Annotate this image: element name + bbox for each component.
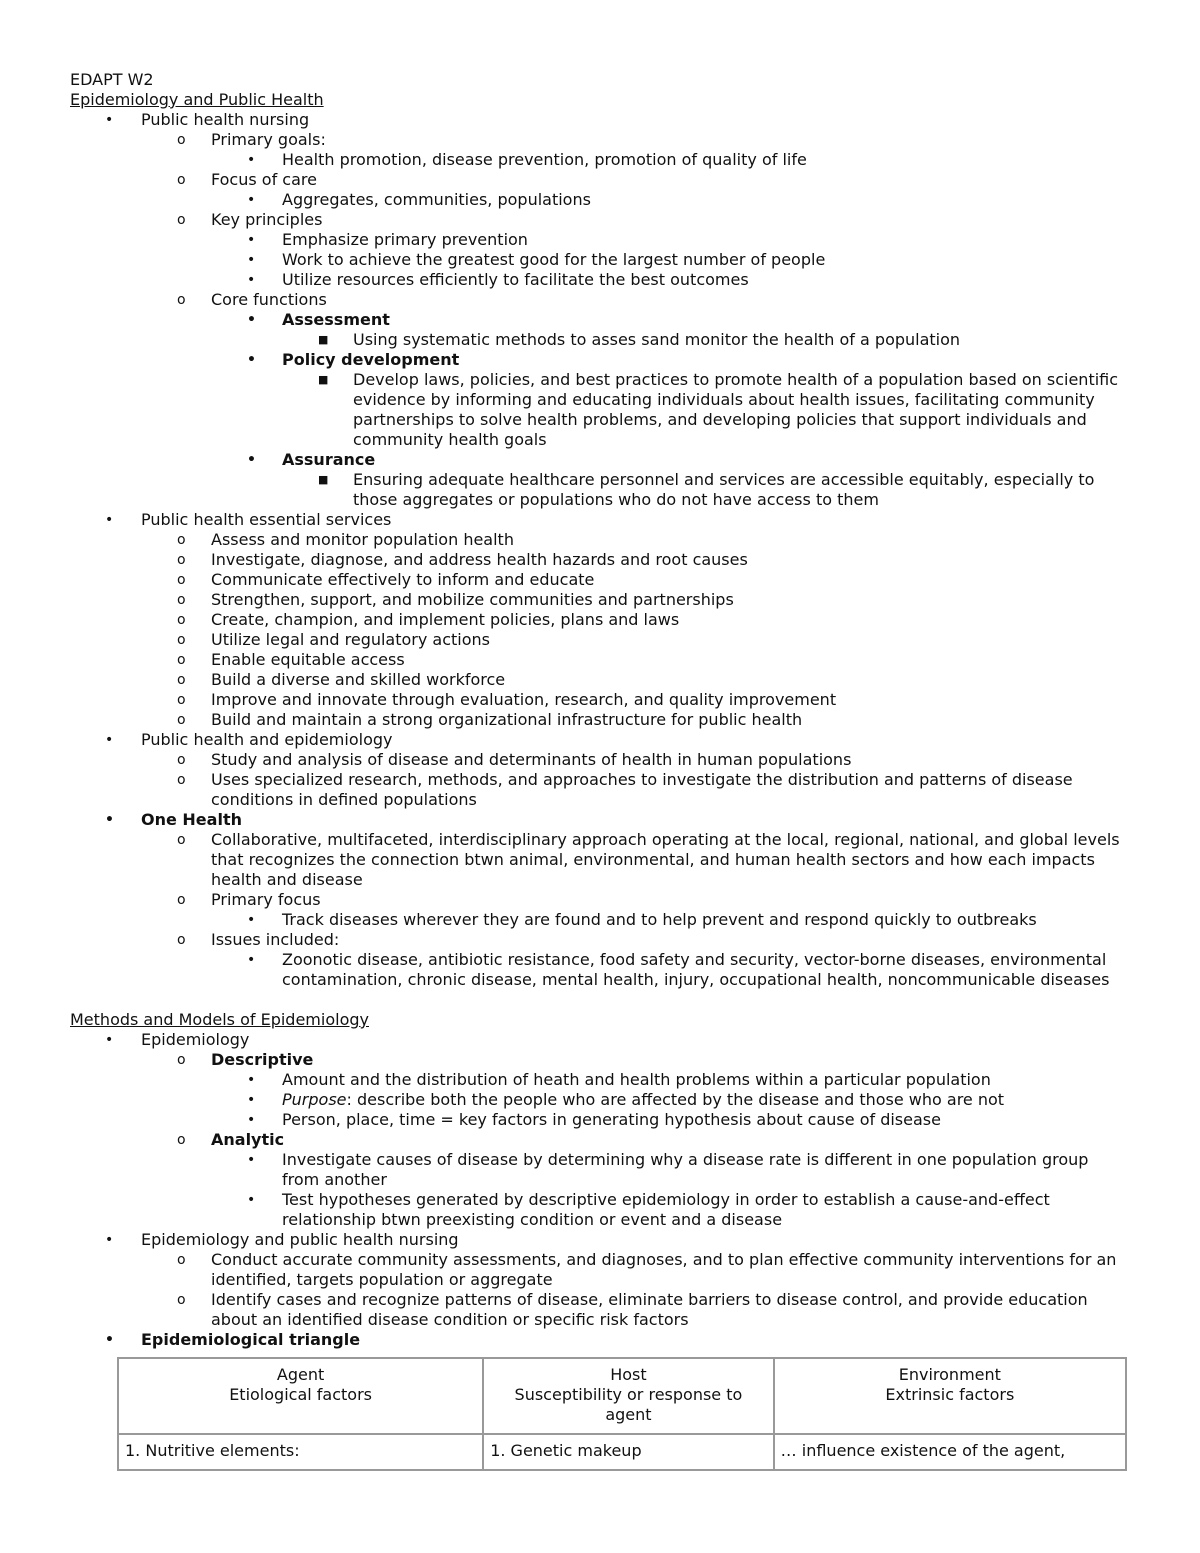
list-item: o Communicate effectively to inform and educate xyxy=(177,570,595,589)
list-item: o Conduct accurate community assessments, and diagnoses, and to plan effective community interventions for an identified, targets population or aggregate xyxy=(177,1250,1117,1289)
list-item: o Primary goals: xyxy=(177,130,326,149)
bullet-dot-icon: • xyxy=(247,152,256,168)
table-header-host: Host Susceptibility or response to agent xyxy=(483,1358,773,1434)
list-item: o Key principles xyxy=(177,210,323,229)
list-item: • Health promotion, disease prevention, promotion of quality of life xyxy=(247,150,807,169)
bullet-circle-icon: o xyxy=(177,1292,186,1308)
bullet-circle-icon: o xyxy=(177,892,186,908)
list-item: • Purpose: describe both the people who are affected by the disease and those who are not xyxy=(247,1090,1005,1109)
list-item: • Epidemiological triangle xyxy=(105,1330,361,1349)
list-item: • Track diseases wherever they are found and to help prevent and respond quickly to outbreaks xyxy=(247,910,1037,929)
list-item: o Identify cases and recognize patterns of disease, eliminate barriers to disease control, and provide education about an identified disease condition or specific risk factors xyxy=(177,1290,1088,1329)
table-header-environment: Environment Extrinsic factors xyxy=(774,1358,1126,1434)
list-item: ■ Using systematic methods to asses sand monitor the health of a population xyxy=(318,330,961,349)
list-item: • Assurance xyxy=(247,450,376,469)
list-item: o Investigate, diagnose, and address health hazards and root causes xyxy=(177,550,748,569)
bullet-dot-icon: • xyxy=(105,812,114,828)
bullet-circle-icon: o xyxy=(177,212,186,228)
list-item: o Create, champion, and implement policies, plans and laws xyxy=(177,610,680,629)
bullet-circle-icon: o xyxy=(177,532,186,548)
list-item: • Assessment xyxy=(247,310,390,329)
document-page xyxy=(70,70,1130,1350)
list-item: o Descriptive xyxy=(177,1050,314,1069)
bullet-dot-icon: • xyxy=(247,1092,256,1108)
table-row xyxy=(118,1434,1126,1470)
list-item: • Amount and the distribution of heath and health problems within a particular population xyxy=(247,1070,991,1089)
spacer xyxy=(70,990,1130,1010)
bullet-dot-icon: • xyxy=(247,1192,256,1208)
table-cell: 1. Genetic makeup xyxy=(483,1434,773,1470)
bullet-circle-icon: o xyxy=(177,672,186,688)
list-item: o Enable equitable access xyxy=(177,650,405,669)
list-item: • Zoonotic disease, antibiotic resistance, food safety and security, vector-borne diseases, environmental contamination, chronic disease, mental health, injury, occupational health, noncommunicable diseases xyxy=(247,950,1110,989)
bullet-square-icon: ■ xyxy=(318,473,329,486)
bullet-circle-icon: o xyxy=(177,752,186,768)
list-item: • Person, place, time = key factors in generating hypothesis about cause of disease xyxy=(247,1110,941,1129)
bullet-circle-icon: o xyxy=(177,932,186,948)
list-item: • Public health nursing xyxy=(105,110,310,129)
bullet-circle-icon: o xyxy=(177,772,186,788)
list-item: o Strengthen, support, and mobilize communities and partnerships xyxy=(177,590,734,609)
bullet-dot-icon: • xyxy=(247,1072,256,1088)
bullet-dot-icon: • xyxy=(247,912,256,928)
bullet-dot-icon: • xyxy=(247,1152,256,1168)
section-heading-methods-models: Methods and Models of Epidemiology xyxy=(70,1010,369,1029)
list-item: o Issues included: xyxy=(177,930,340,949)
bullet-dot-icon: • xyxy=(105,1232,114,1248)
list-item: ■ Ensuring adequate healthcare personnel and services are accessible equitably, especially to those aggregates or populations who do not have access to them xyxy=(318,470,1095,509)
list-item: • One Health xyxy=(105,810,242,829)
list-item: o Improve and innovate through evaluation, research, and quality improvement xyxy=(177,690,837,709)
bullet-dot-icon: • xyxy=(105,112,114,128)
list-item: o Analytic xyxy=(177,1130,285,1149)
bullet-circle-icon: o xyxy=(177,292,186,308)
bullet-dot-icon: • xyxy=(105,1032,114,1048)
bullet-circle-icon: o xyxy=(177,172,186,188)
bullet-square-icon: ■ xyxy=(318,373,329,386)
list-item: • Work to achieve the greatest good for the largest number of people xyxy=(247,250,826,269)
bullet-dot-icon: • xyxy=(105,732,114,748)
doc-title: EDAPT W2 xyxy=(70,70,154,89)
bullet-dot-icon: • xyxy=(247,452,256,468)
bullet-circle-icon: o xyxy=(177,592,186,608)
bullet-circle-icon: o xyxy=(177,1252,186,1268)
list-item: • Emphasize primary prevention xyxy=(247,230,528,249)
list-item: • Utilize resources efficiently to facilitate the best outcomes xyxy=(247,270,749,289)
list-item: • Investigate causes of disease by determining why a disease rate is different in one population group from another xyxy=(247,1150,1089,1189)
list-item: o Uses specialized research, methods, and approaches to investigate the distribution and patterns of disease conditions in defined populations xyxy=(177,770,1073,809)
bullet-dot-icon: • xyxy=(105,1332,114,1348)
bullet-circle-icon: o xyxy=(177,132,186,148)
bullet-circle-icon: o xyxy=(177,572,186,588)
bullet-dot-icon: • xyxy=(247,952,256,968)
bullet-circle-icon: o xyxy=(177,1132,186,1148)
bullet-dot-icon: • xyxy=(247,252,256,268)
table-cell: 1. Nutritive elements: xyxy=(118,1434,483,1470)
list-item: • Public health and epidemiology xyxy=(105,730,393,749)
section-heading-epidemiology-public-health: Epidemiology and Public Health xyxy=(70,90,324,109)
bullet-circle-icon: o xyxy=(177,652,186,668)
table-header-row xyxy=(118,1358,1126,1434)
list-item: o Focus of care xyxy=(177,170,317,189)
bullet-square-icon: ■ xyxy=(318,333,329,346)
list-item: o Build a diverse and skilled workforce xyxy=(177,670,506,689)
bullet-circle-icon: o xyxy=(177,832,186,848)
table-header-agent: Agent Etiological factors xyxy=(118,1358,483,1434)
bullet-dot-icon: • xyxy=(247,312,256,328)
list-item: o Build and maintain a strong organizational infrastructure for public health xyxy=(177,710,803,729)
table-cell: … influence existence of the agent, xyxy=(774,1434,1126,1470)
list-item: o Study and analysis of disease and determinants of health in human populations xyxy=(177,750,852,769)
list-item: o Utilize legal and regulatory actions xyxy=(177,630,491,649)
bullet-circle-icon: o xyxy=(177,692,186,708)
list-item: ■ Develop laws, policies, and best practices to promote health of a population based on scientific evidence by informing and educating individuals about health issues, facilitating community partnerships to solve health problems, and developing policies that support individuals and community health goals xyxy=(318,370,1119,449)
bullet-dot-icon: • xyxy=(105,512,114,528)
epidemiological-triangle-table xyxy=(117,1357,1127,1471)
list-item: o Primary focus xyxy=(177,890,321,909)
list-item: o Collaborative, multifaceted, interdisciplinary approach operating at the local, regional, national, and global levels that recognizes the connection btwn animal, environmental, and human health sectors and how each impacts health and disease xyxy=(177,830,1120,889)
bullet-dot-icon: • xyxy=(247,1112,256,1128)
list-item: • Aggregates, communities, populations xyxy=(247,190,591,209)
bullet-dot-icon: • xyxy=(247,192,256,208)
bullet-circle-icon: o xyxy=(177,632,186,648)
list-item: • Epidemiology and public health nursing xyxy=(105,1230,459,1249)
bullet-circle-icon: o xyxy=(177,552,186,568)
bullet-circle-icon: o xyxy=(177,712,186,728)
bullet-circle-icon: o xyxy=(177,1052,186,1068)
bullet-dot-icon: • xyxy=(247,272,256,288)
purpose-label: Purpose xyxy=(282,1090,347,1109)
list-item: • Test hypotheses generated by descriptive epidemiology in order to establish a cause-and-effect relationship btwn preexisting condition or event and a disease xyxy=(247,1190,1050,1229)
list-item: o Core functions xyxy=(177,290,327,309)
list-item: • Public health essential services xyxy=(105,510,392,529)
bullet-dot-icon: • xyxy=(247,352,256,368)
bullet-dot-icon: • xyxy=(247,232,256,248)
list-item: o Assess and monitor population health xyxy=(177,530,514,549)
list-item: • Epidemiology xyxy=(105,1030,250,1049)
list-item: • Policy development xyxy=(247,350,460,369)
bullet-circle-icon: o xyxy=(177,612,186,628)
